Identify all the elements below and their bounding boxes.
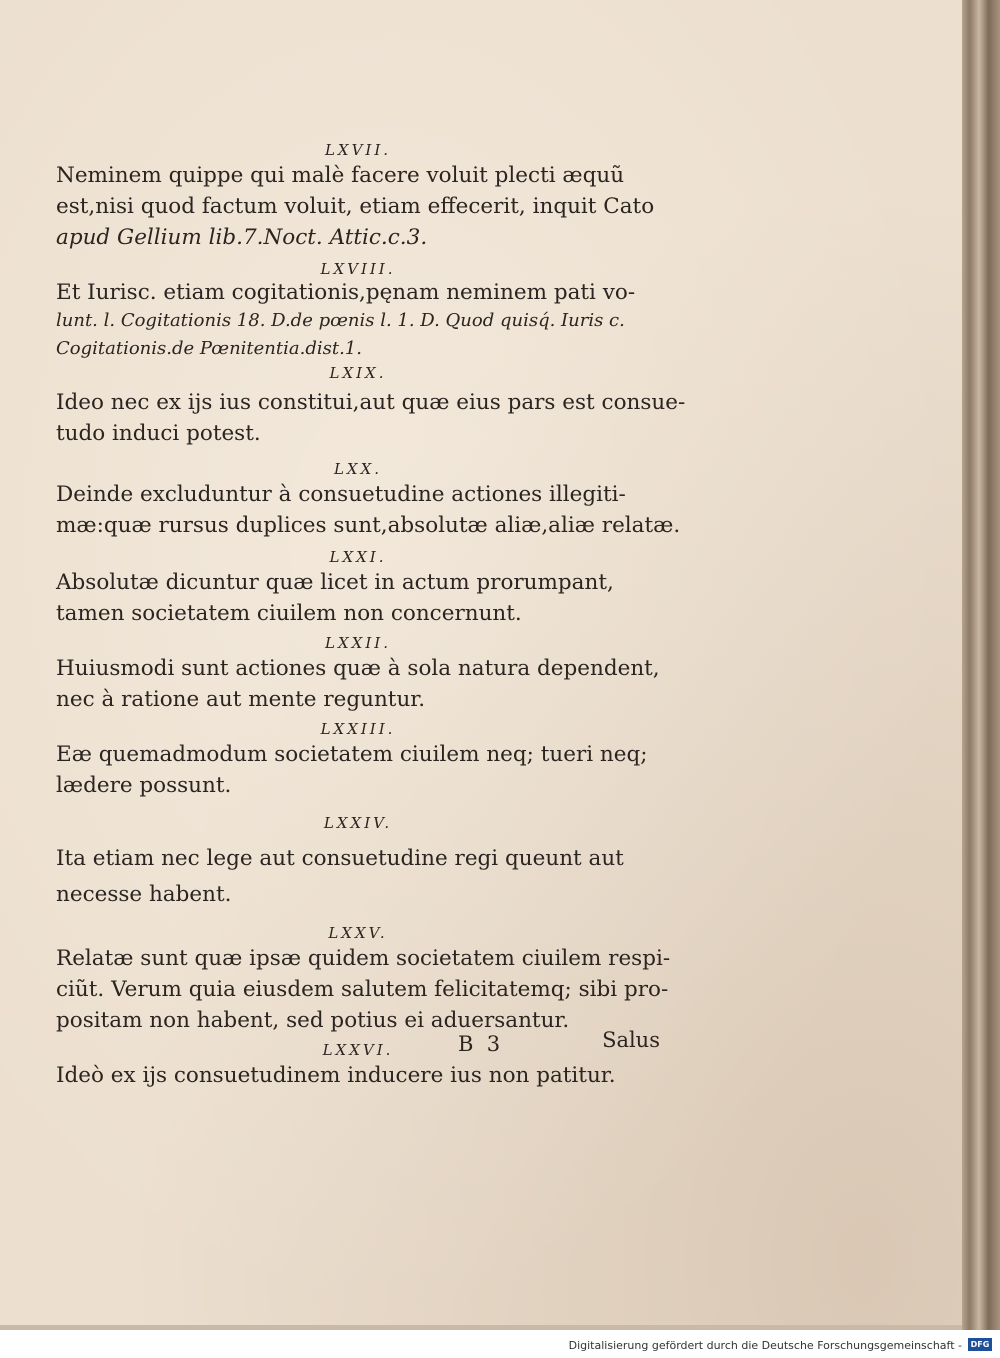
dfg-logo-icon: DFG: [968, 1338, 992, 1351]
text-line: Relatæ sunt quæ ipsæ quidem societatem ciuilem respi-: [56, 946, 671, 971]
text-line: tamen societatem ciuilem non concernunt.: [56, 601, 522, 626]
text-line: Ideo nec ex ijs ius constitui,aut quæ eius pars est consue-: [56, 390, 686, 415]
text-line: Ideò ex ijs consuetudinem inducere ius non patitur.: [56, 1063, 616, 1088]
section-text: [56, 387, 686, 449]
text-line: necesse habent.: [56, 882, 232, 907]
signature-mark: B 3: [458, 1032, 501, 1056]
section-text: [56, 567, 660, 629]
book-edge: [962, 0, 1000, 1330]
text-line: Neminem quippe qui malè facere voluit plecti æquũ: [56, 163, 625, 188]
section-text: [56, 160, 660, 253]
section-numeral: LXVII.: [324, 141, 392, 159]
text-line: ciũt. Verum quia eiusdem salutem felicitatemq; sibi pro-: [56, 977, 669, 1002]
section-68: [56, 259, 660, 363]
text-line: Et Iurisc. etiam cogitationis,pęnam neminem pati vo-: [56, 280, 636, 305]
section-text: [56, 841, 660, 913]
section-71: [56, 547, 660, 629]
section-numeral: LXX.: [333, 460, 383, 478]
section-numeral: LXXIII.: [320, 720, 396, 738]
text-line: Absolutæ dicuntur quæ licet in actum prorumpant,: [56, 570, 614, 595]
page-footer: [56, 1028, 660, 1062]
text-line: est,nisi quod factum voluit, etiam effecerit, inquit Cato: [56, 194, 655, 219]
section-74: [56, 813, 660, 913]
section-text: [56, 739, 660, 801]
credit-text: Digitalisierung gefördert durch die Deutsche Forschungsgemeinschaft -: [568, 1339, 962, 1352]
section-75: [56, 923, 671, 1036]
section-72: [56, 633, 660, 715]
section-numeral: LXXI.: [329, 548, 387, 566]
section-numeral: LXXIV.: [323, 814, 393, 832]
text-line: apud Gellium lib.7.Noct. Attic.c.3.: [56, 225, 428, 250]
section-67: [56, 140, 660, 253]
text-line: positam non habent, sed potius ei aduersantur.: [56, 1008, 570, 1033]
section-73: [56, 719, 660, 801]
section-text: [56, 479, 681, 541]
text-line: Cogitationis.de Pœnitentia.dist.1.: [56, 338, 362, 359]
text-line: Ita etiam nec lege aut consuetudine regi queunt aut: [56, 846, 624, 871]
section-text: [56, 1060, 660, 1091]
section-70: [56, 459, 681, 541]
text-line: lunt. l. Cogitationis 18. D.de pœnis l. 1. D. Quod quisq́. Iuris c.: [56, 310, 625, 331]
section-text: [56, 943, 671, 1036]
credit-strip: [0, 1330, 1000, 1358]
text-line: Deinde excluduntur à consuetudine actiones illegiti-: [56, 482, 626, 507]
section-69: [56, 363, 686, 449]
text-line: nec à ratione aut mente reguntur.: [56, 687, 426, 712]
section-numeral: LXXII.: [325, 634, 391, 652]
catchword: Salus: [602, 1028, 660, 1052]
section-numeral: LXVIII.: [320, 260, 396, 278]
section-text: [56, 279, 660, 363]
text-line: Huiusmodi sunt actiones quæ à sola natura dependent,: [56, 656, 660, 681]
section-numeral: LXIX.: [329, 364, 387, 382]
main-text: [56, 140, 686, 1091]
section-numeral: LXXV.: [328, 924, 388, 942]
text-line: tudo induci potest.: [56, 421, 261, 446]
text-line: mæ:quæ rursus duplices sunt,absolutæ aliæ,aliæ relatæ.: [56, 513, 681, 538]
section-text: [56, 653, 660, 715]
section-numeral: LXXVI.: [322, 1041, 394, 1059]
text-line: Eæ quemadmodum societatem ciuilem neq; tueri neq;: [56, 742, 648, 767]
text-line: lædere possunt.: [56, 773, 232, 798]
